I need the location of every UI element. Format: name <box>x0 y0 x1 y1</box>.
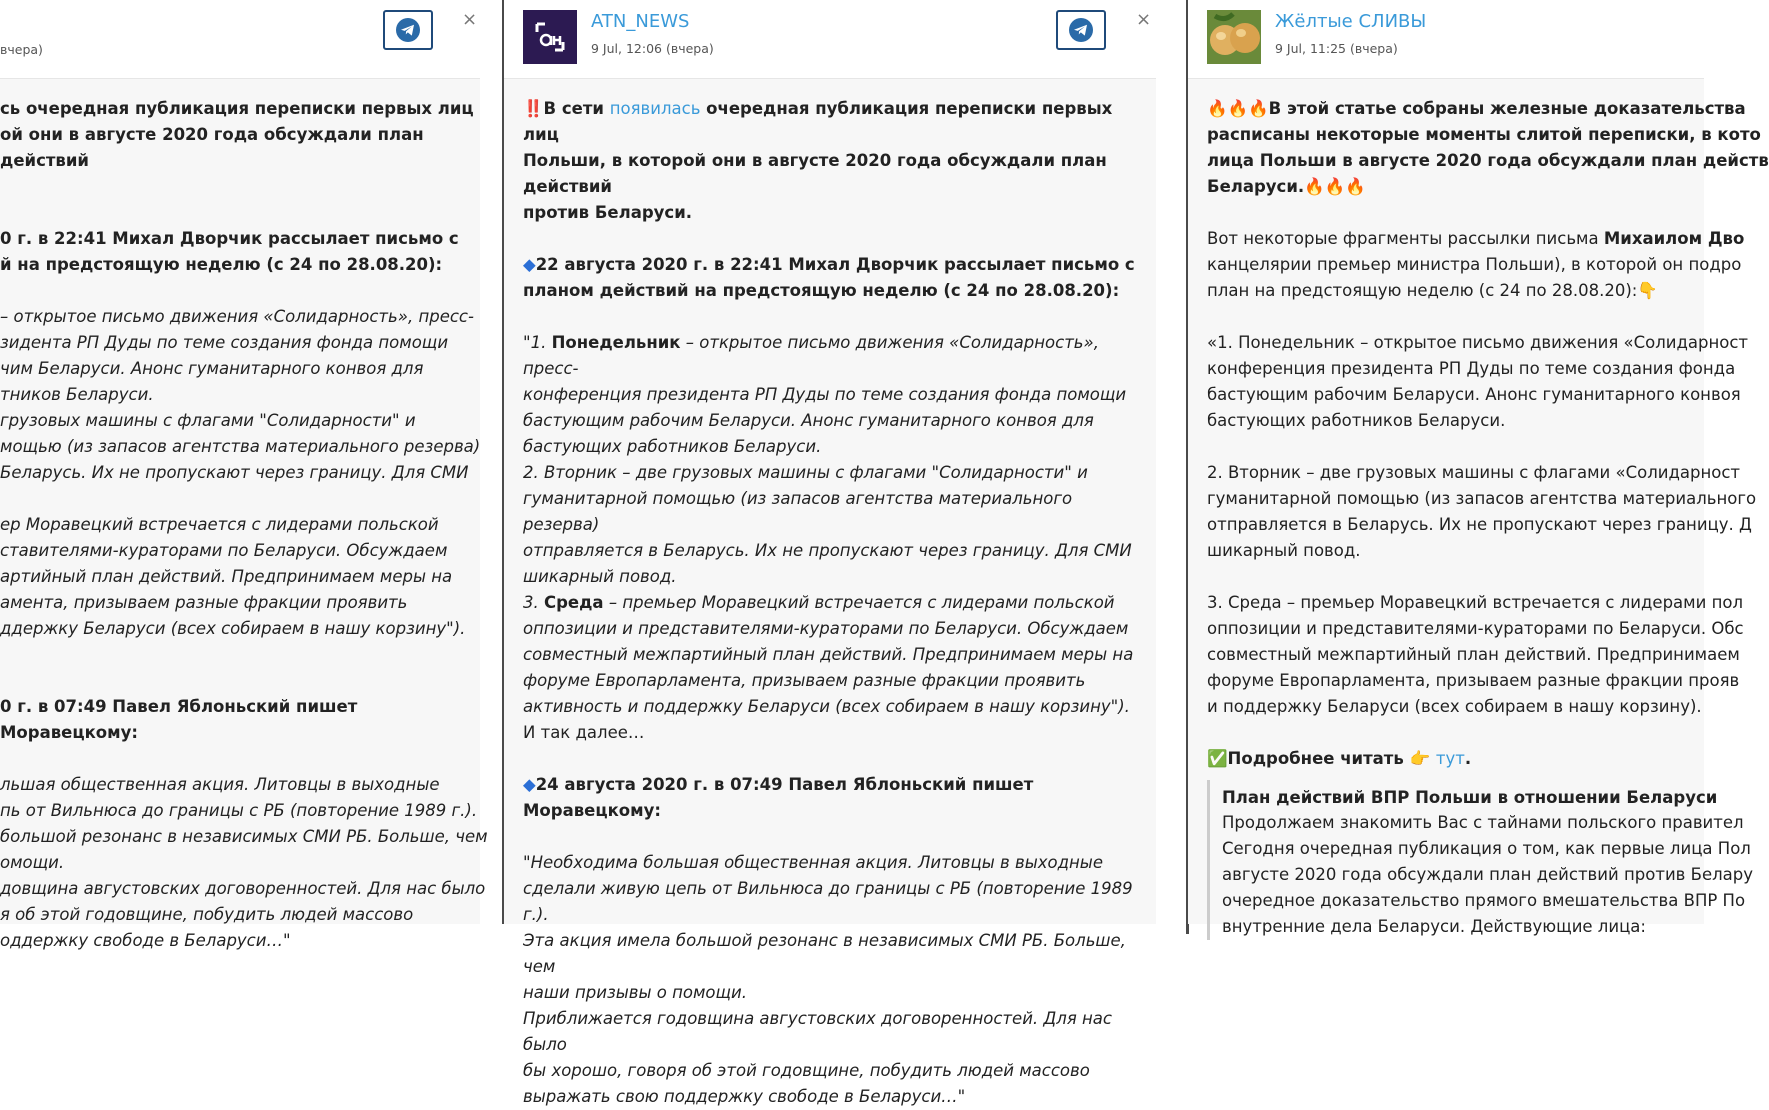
post-text: против Беларуси. <box>523 203 693 222</box>
post-text: грузовых машины с флагами "Солидарности" и <box>0 411 416 430</box>
post-text: планом действий на предстоящую неделю (с 24 по 28.08.20): <box>523 281 1120 300</box>
link-preview-title: План действий ВПР Польши в отношении Беларуси <box>1222 788 1718 807</box>
link-preview-text: очередное доказательство прямого вмешательства ВПР По <box>1222 891 1746 910</box>
post-text: наши призывы о помощи. <box>523 983 748 1002</box>
post-text: 0 г. в 07:49 Павел Яблоньский пишет Моравецкому: <box>0 697 358 742</box>
post-text: 0 г. в 22:41 Михал Дворчик рассылает письмо с <box>0 229 459 248</box>
post-text: чим Беларуси. Анонс гуманитарного конвоя для <box>0 359 424 378</box>
channel-name[interactable]: Жёлтые СЛИВЫ <box>1275 11 1427 32</box>
post-text: совместный межпартийный план действий. Предпринимаем меры на <box>523 645 1134 664</box>
post-text: форуме Европарламента, призываем разные фракции прояв <box>1207 671 1740 690</box>
post-text <box>0 486 490 512</box>
post-text: амента, призываем разные фракции проявить <box>0 593 408 612</box>
post-text: и поддержку Беларуси (всех собираем в нашу корзину). <box>1207 697 1702 716</box>
post-card-3 <box>1188 0 1769 936</box>
blue-diamond-icon: ◆ <box>523 255 536 274</box>
post-text: й на предстоящую неделю (с 24 по 28.08.20): <box>0 255 443 274</box>
post-text: канцелярии премьер министра Польши), в которой он подро <box>1207 255 1742 274</box>
post-text: Польши, в которой они в августе 2020 года обсуждали план действий <box>523 151 1107 196</box>
post-text: форуме Европарламента, призываем разные фракции проявить <box>523 671 1086 690</box>
post-text: 3. Среда – премьер Моравецкий встречается с лидерами польской <box>523 593 1115 612</box>
post-text: сделали живую цепь от Вильнюса до границы с РБ (повторение 1989 г.). <box>523 879 1133 924</box>
link-preview-text: Продолжаем знакомить Вас с тайнами польского правител <box>1222 813 1744 832</box>
post-text: лица Польши в августе 2020 года обсуждали план действ <box>1207 151 1769 170</box>
post-text: ◆22 августа 2020 г. в 22:41 Михал Дворчик рассылает письмо с <box>523 255 1135 274</box>
post-text: ддержку Беларуси (всех собираем в нашу корзину"). <box>0 619 466 638</box>
post-text: гуманитарной помощью (из запасов агентства материального резерва) <box>523 489 1073 534</box>
post-text: выражать свою поддержку свободе в Беларуси…" <box>523 1087 966 1106</box>
post-text: большой резонанс в независимых СМИ РБ. Больше, чем <box>0 827 488 846</box>
post-card-2 <box>504 0 1156 1106</box>
post-card-1 <box>0 0 488 950</box>
post-text: "1. Понедельник – открытое письмо движения «Солидарность», пресс- <box>523 333 1099 378</box>
post-text: сь очередная публикация переписки первых лиц <box>0 99 474 118</box>
telegram-icon <box>395 17 421 43</box>
post-text: бастующих работников Беларуси. <box>1207 411 1506 430</box>
post-text: «1. Понедельник – открытое письмо движения «Солидарност <box>1207 333 1749 352</box>
post-text: бы хорошо, говоря об этой годовщине, побудить людей массово <box>523 1061 1090 1080</box>
post-text: бастующим рабочим Беларуси. Анонс гуманитарного конвоя <box>1207 385 1741 404</box>
atn-logo-icon <box>523 10 577 64</box>
post-text: я об этой годовщине, побудить людей массово <box>0 905 414 924</box>
post-date: вчера) <box>0 42 43 57</box>
post-header <box>0 0 480 79</box>
channel-avatar[interactable] <box>523 10 577 64</box>
post-text: план на предстоящую неделю (с 24 по 28.08.20):👇 <box>1207 281 1658 300</box>
blue-diamond-icon: ◆ <box>523 775 536 794</box>
post-text: отправляется в Беларусь. Их не пропускают через границу. Д <box>1207 515 1752 534</box>
post-text: конференция президента РП Дуды по теме создания фонда <box>1207 359 1736 378</box>
read-more-line: ✅Подробнее читать 👉 тут. <box>1207 749 1472 768</box>
post-text: 3. Среда – премьер Моравецкий встречается с лидерами пол <box>1207 593 1744 612</box>
post-text: оддержку свободе в Беларуси…" <box>0 931 291 950</box>
read-more-link[interactable]: тут <box>1435 749 1465 768</box>
post-text: довщина августовских договоренностей. Для нас было <box>0 879 486 898</box>
post-text: Беларуси.🔥🔥🔥 <box>1207 177 1366 196</box>
post-text: И так далее… <box>523 723 645 742</box>
post-text: ой они в августе 2020 года обсуждали план действий <box>0 125 424 170</box>
close-icon[interactable]: × <box>462 9 478 30</box>
post-text: ер Моравецкий встречается с лидерами польской <box>0 515 439 534</box>
post-text: расписаны некоторые моменты слитой переписки, в кото <box>1207 125 1761 144</box>
link-preview-text: внутренние дела Беларуси. Действующие лица: <box>1222 917 1646 936</box>
post-header <box>504 0 1156 79</box>
post-text: отправляется в Беларусь. Их не пропускают через границу. Для СМИ <box>523 541 1132 560</box>
post-text: пь от Вильнюса до границы с РБ (повторение 1989 г.). <box>0 801 478 820</box>
post-text: Эта акция имела большой резонанс в независимых СМИ РБ. Больше, чем <box>523 931 1126 976</box>
post-text: – открытое письмо движения «Солидарность», пресс- <box>0 307 474 326</box>
post-text: оппозиции и представителями-кураторами по Беларуси. Обс <box>1207 619 1744 638</box>
post-text: активность и поддержку Беларуси (всех собираем в нашу корзину"). <box>523 697 1130 716</box>
post-text: зидента РП Дуды по теме создания фонда помощи <box>0 333 449 352</box>
channel-name[interactable]: ATN_NEWS <box>591 11 690 32</box>
post-text: тников Беларуси. <box>0 385 154 404</box>
post-header <box>1188 0 1704 79</box>
post-text: совместный межпартийный план действий. Предпринимаем <box>1207 645 1740 664</box>
post-text: "Необходима большая общественная акция. Литовцы в выходные <box>523 853 1103 872</box>
post-text: омощи. <box>0 853 65 872</box>
telegram-share-button[interactable] <box>383 10 433 50</box>
plums-photo-icon <box>1207 10 1261 64</box>
post-text: артийный план действий. Предпринимаем меры на <box>0 567 453 586</box>
post-text: Беларусь. Их не пропускают через границу. Для СМИ <box>0 463 469 482</box>
post-text: Приближается годовщина августовских договоренностей. Для нас было <box>523 1009 1112 1054</box>
post-date: 9 Jul, 11:25 (вчера) <box>1275 41 1398 56</box>
post-text: конференция президента РП Дуды по теме создания фонда помощи <box>523 385 1127 404</box>
post-text: бастующих работников Беларуси. <box>523 437 822 456</box>
link-preview-text: августе 2020 года обсуждали план действий против Белару <box>1222 865 1754 884</box>
post-text <box>0 174 490 200</box>
post-text: шикарный повод. <box>1207 541 1361 560</box>
post-text: ‼️В сети появилась очередная публикация переписки первых лиц <box>523 99 1113 144</box>
post-text: шикарный повод. <box>523 567 677 586</box>
post-text: 2. Вторник – две грузовых машины с флагами "Солидарности" и <box>523 463 1088 482</box>
post-text: 2. Вторник – две грузовых машины с флагами «Солидарност <box>1207 463 1741 482</box>
channel-avatar[interactable] <box>1207 10 1261 64</box>
post-date: 9 Jul, 12:06 (вчера) <box>591 41 714 56</box>
post-text: 🔥🔥🔥В этой статье собраны железные доказательства <box>1207 99 1746 118</box>
post-text: мощью (из запасов агентства материального резерва) <box>0 437 481 456</box>
link-preview[interactable] <box>1207 780 1754 940</box>
post-text: льшая общественная акция. Литовцы в выходные <box>0 775 440 794</box>
telegram-share-button[interactable] <box>1056 10 1106 50</box>
link-preview-text: Сегодня очередная публикация о том, как первые лица Пол <box>1222 839 1751 858</box>
close-icon[interactable]: × <box>1136 9 1152 30</box>
telegram-icon <box>1068 17 1094 43</box>
source-link[interactable]: появилась <box>609 99 701 118</box>
post-text: ◆24 августа 2020 г. в 07:49 Павел Яблоньский пишет Моравецкому: <box>523 775 1034 820</box>
post-text: гуманитарной помощью (из запасов агентства материального <box>1207 489 1757 508</box>
post-text: Вот некоторые фрагменты рассылки письма Михаилом Дво <box>1207 229 1745 248</box>
post-text: оппозиции и представителями-кураторами по Беларуси. Обсуждаем <box>523 619 1129 638</box>
post-text: бастующим рабочим Беларуси. Анонс гуманитарного конвоя для <box>523 411 1094 430</box>
post-text: ставителями-кураторами по Беларуси. Обсуждаем <box>0 541 448 560</box>
